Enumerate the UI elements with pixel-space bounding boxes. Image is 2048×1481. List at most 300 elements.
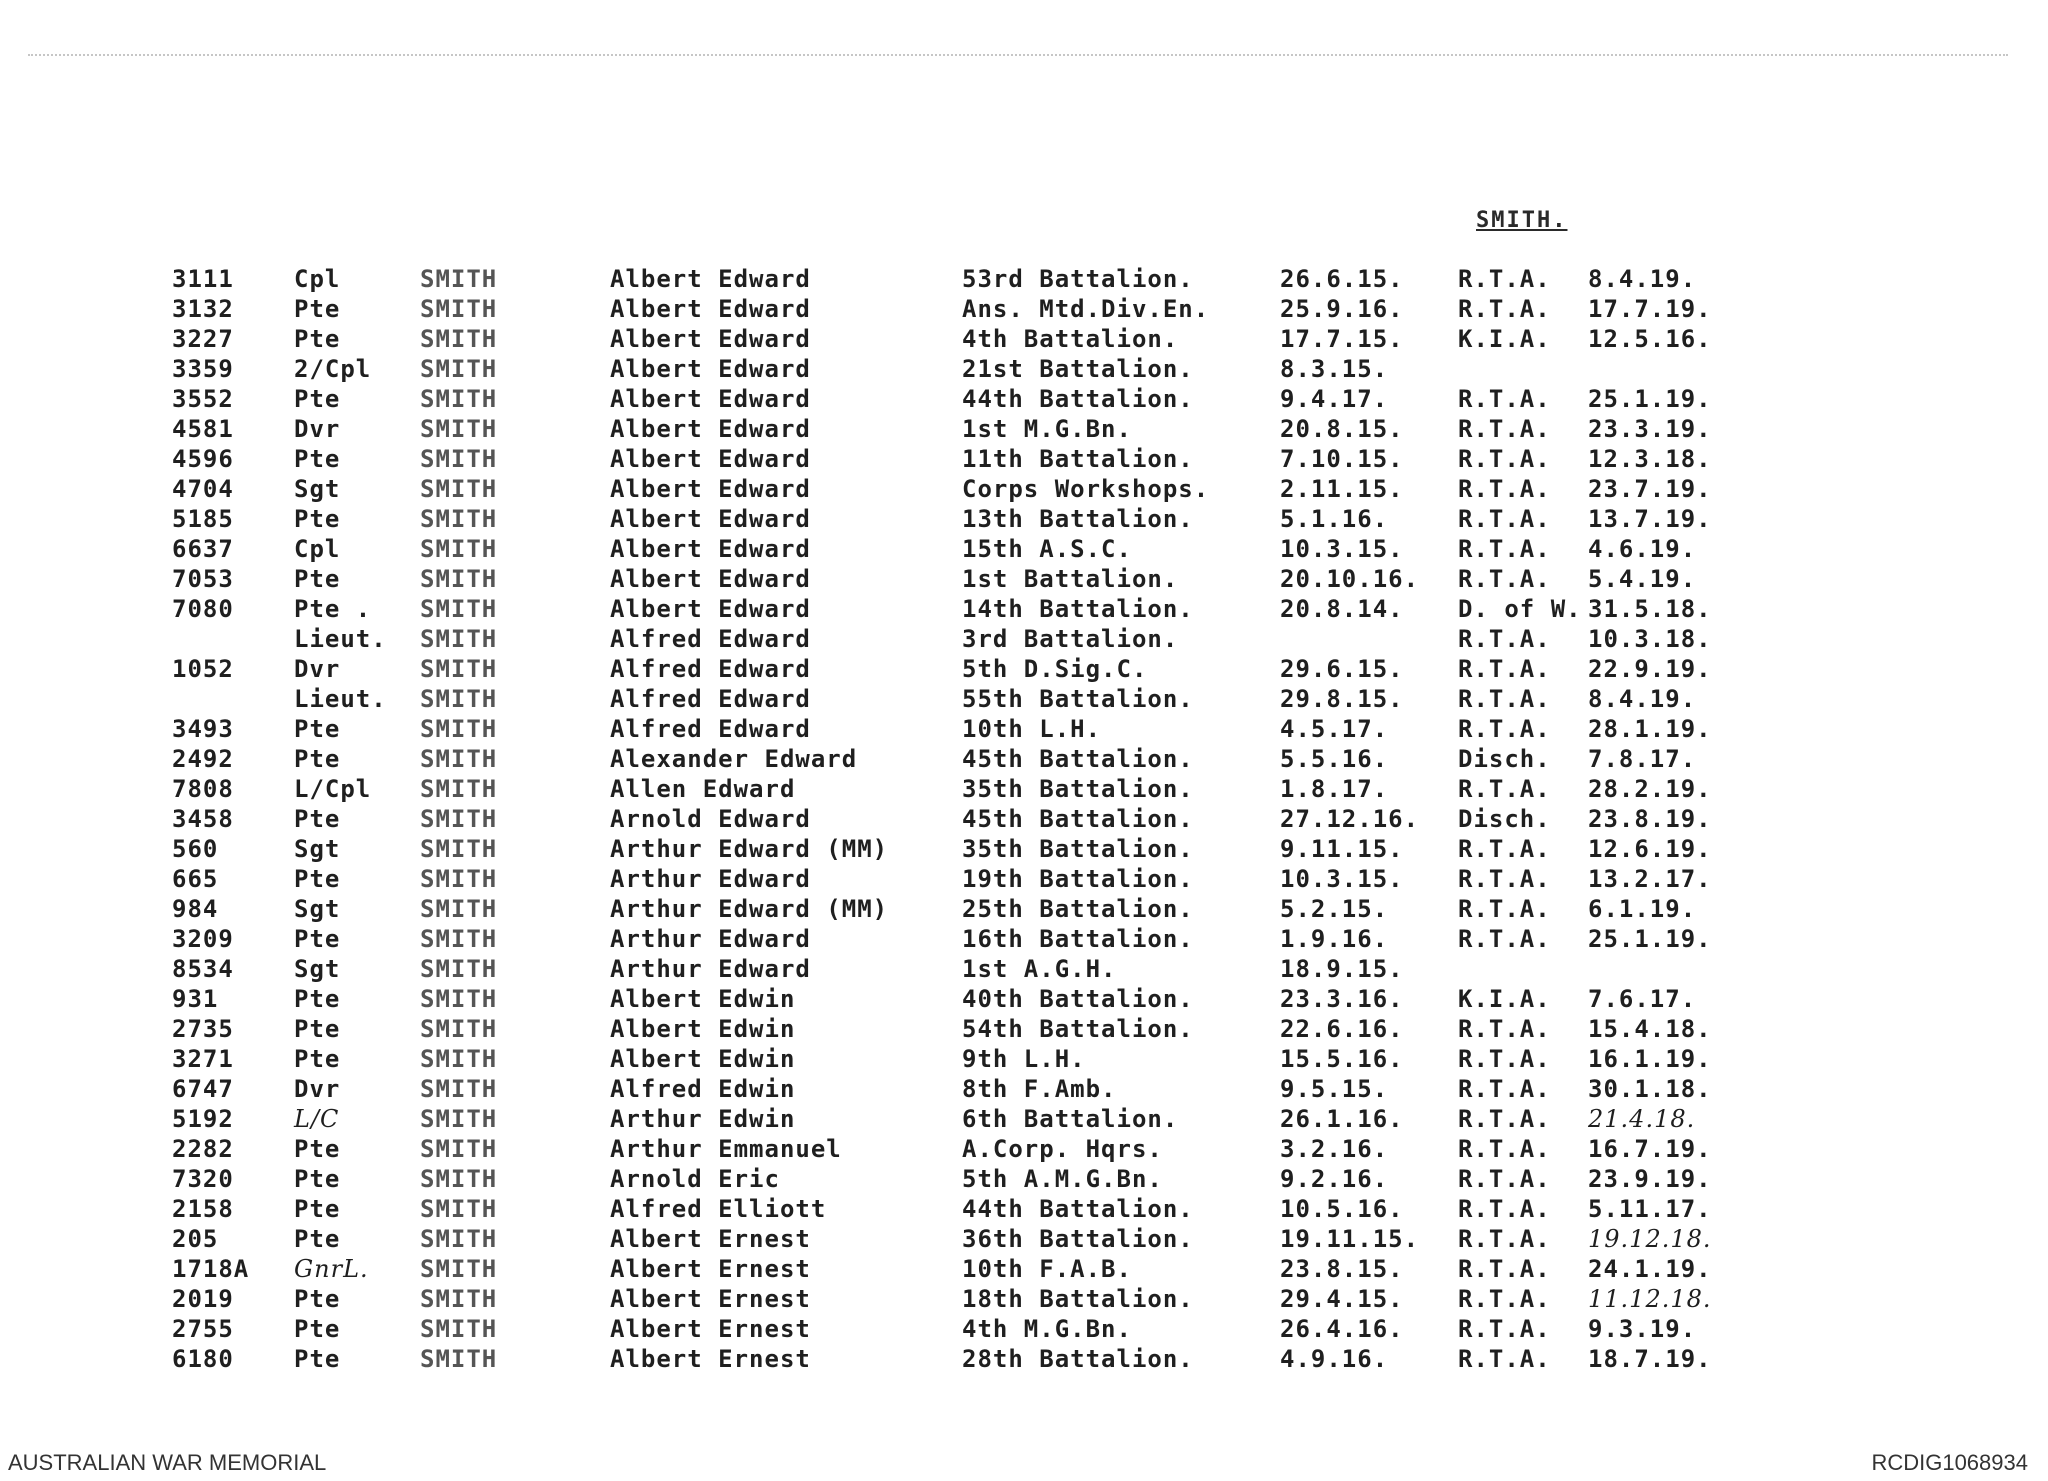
rank: Sgt — [294, 895, 341, 923]
rank: Sgt — [294, 475, 341, 503]
enlistment-date: 4.5.17. — [1280, 715, 1389, 743]
surname: SMITH — [420, 1255, 498, 1283]
fate-date: 30.1.18. — [1588, 1075, 1712, 1103]
enlistment-date: 9.4.17. — [1280, 385, 1389, 413]
unit: 8th F.Amb. — [962, 1075, 1117, 1103]
given-names: Alfred Edwin — [610, 1075, 796, 1103]
surname: SMITH — [420, 415, 498, 443]
fate-date: 13.7.19. — [1588, 505, 1712, 533]
enlistment-date: 20.8.14. — [1280, 595, 1404, 623]
given-names: Albert Edward — [610, 415, 811, 443]
service-number: 3227 — [172, 325, 234, 353]
rank: Pte — [294, 385, 341, 413]
unit: 53rd Battalion. — [962, 265, 1194, 293]
fate: R.T.A. — [1458, 1285, 1551, 1313]
surname: SMITH — [420, 745, 498, 773]
unit: 19th Battalion. — [962, 865, 1194, 893]
given-names: Arthur Edward (MM) — [610, 895, 889, 923]
given-names: Albert Ernest — [610, 1285, 811, 1313]
fate: R.T.A. — [1458, 775, 1551, 803]
given-names: Albert Ernest — [610, 1255, 811, 1283]
fate: R.T.A. — [1458, 895, 1551, 923]
given-names: Alfred Elliott — [610, 1195, 827, 1223]
surname: SMITH — [420, 385, 498, 413]
rank: Cpl — [294, 265, 341, 293]
fate-date: 25.1.19. — [1588, 385, 1712, 413]
unit: 15th A.S.C. — [962, 535, 1132, 563]
given-names: Albert Edwin — [610, 1015, 796, 1043]
rank: L/Cpl — [294, 775, 372, 803]
given-names: Albert Edward — [610, 295, 811, 323]
record-row — [168, 1134, 1788, 1164]
fate: D. of W. — [1458, 595, 1582, 623]
service-number: 6637 — [172, 535, 234, 563]
service-number: 2755 — [172, 1315, 234, 1343]
surname: SMITH — [420, 1165, 498, 1193]
unit: 16th Battalion. — [962, 925, 1194, 953]
surname: SMITH — [420, 1015, 498, 1043]
unit: 45th Battalion. — [962, 805, 1194, 833]
service-number: 1718A — [172, 1255, 250, 1283]
fate-date: 12.3.18. — [1588, 445, 1712, 473]
fate: R.T.A. — [1458, 1075, 1551, 1103]
service-number: 665 — [172, 865, 219, 893]
surname: SMITH — [420, 805, 498, 833]
service-number: 7808 — [172, 775, 234, 803]
service-number: 931 — [172, 985, 219, 1013]
fate: R.T.A. — [1458, 685, 1551, 713]
enlistment-date: 22.6.16. — [1280, 1015, 1404, 1043]
record-row — [168, 1164, 1788, 1194]
fate-date: 9.3.19. — [1588, 1315, 1697, 1343]
fate-date: 19.12.18. — [1588, 1225, 1712, 1253]
fate-date: 13.2.17. — [1588, 865, 1712, 893]
unit: 25th Battalion. — [962, 895, 1194, 923]
fate: R.T.A. — [1458, 1015, 1551, 1043]
service-number: 4581 — [172, 415, 234, 443]
record-row — [168, 954, 1788, 984]
given-names: Alfred Edward — [610, 625, 811, 653]
service-number: 2019 — [172, 1285, 234, 1313]
rank: Pte — [294, 985, 341, 1013]
fate-date: 23.7.19. — [1588, 475, 1712, 503]
rank: Pte — [294, 1165, 341, 1193]
enlistment-date: 3.2.16. — [1280, 1135, 1389, 1163]
given-names: Albert Edward — [610, 325, 811, 353]
surname: SMITH — [420, 715, 498, 743]
enlistment-date: 26.6.15. — [1280, 265, 1404, 293]
enlistment-date: 19.11.15. — [1280, 1225, 1420, 1253]
unit: 28th Battalion. — [962, 1345, 1194, 1373]
enlistment-date: 9.5.15. — [1280, 1075, 1389, 1103]
record-row — [168, 1284, 1788, 1314]
service-number: 205 — [172, 1225, 219, 1253]
service-number: 3359 — [172, 355, 234, 383]
given-names: Albert Edward — [610, 475, 811, 503]
surname: SMITH — [420, 265, 498, 293]
surname: SMITH — [420, 865, 498, 893]
rank: Pte — [294, 1225, 341, 1253]
rank: L/C — [294, 1105, 340, 1133]
rank: Pte — [294, 295, 341, 323]
given-names: Albert Edward — [610, 265, 811, 293]
fate-date: 7.8.17. — [1588, 745, 1697, 773]
service-number: 984 — [172, 895, 219, 923]
record-row — [168, 894, 1788, 924]
fate-date: 24.1.19. — [1588, 1255, 1712, 1283]
service-number: 3271 — [172, 1045, 234, 1073]
surname: SMITH — [420, 445, 498, 473]
unit: 44th Battalion. — [962, 1195, 1194, 1223]
record-row — [168, 654, 1788, 684]
fate: R.T.A. — [1458, 1045, 1551, 1073]
fate-date: 6.1.19. — [1588, 895, 1697, 923]
enlistment-date: 20.10.16. — [1280, 565, 1420, 593]
enlistment-date: 9.11.15. — [1280, 835, 1404, 863]
rank: Pte — [294, 745, 341, 773]
service-number: 7053 — [172, 565, 234, 593]
fate-date: 10.3.18. — [1588, 625, 1712, 653]
fate-date: 11.12.18. — [1588, 1285, 1712, 1313]
service-number: 2158 — [172, 1195, 234, 1223]
fate-date: 4.6.19. — [1588, 535, 1697, 563]
given-names: Albert Edward — [610, 505, 811, 533]
given-names: Albert Edward — [610, 385, 811, 413]
record-row — [168, 714, 1788, 744]
record-row — [168, 924, 1788, 954]
unit: 40th Battalion. — [962, 985, 1194, 1013]
fate-date: 16.7.19. — [1588, 1135, 1712, 1163]
surname: SMITH — [420, 1225, 498, 1253]
unit: 1st A.G.H. — [962, 955, 1117, 983]
surname: SMITH — [420, 685, 498, 713]
given-names: Arthur Edward — [610, 955, 811, 983]
fate: R.T.A. — [1458, 715, 1551, 743]
enlistment-date: 29.8.15. — [1280, 685, 1404, 713]
given-names: Albert Ernest — [610, 1225, 811, 1253]
enlistment-date: 10.3.15. — [1280, 865, 1404, 893]
given-names: Albert Edward — [610, 595, 811, 623]
record-row — [168, 504, 1788, 534]
record-row — [168, 444, 1788, 474]
service-number: 3209 — [172, 925, 234, 953]
enlistment-date: 10.3.15. — [1280, 535, 1404, 563]
record-row — [168, 1014, 1788, 1044]
footer-record-id: RCDIG1068934 — [1871, 1450, 2028, 1475]
fate: R.T.A. — [1458, 295, 1551, 323]
fate-date: 23.3.19. — [1588, 415, 1712, 443]
service-number: 560 — [172, 835, 219, 863]
unit: 9th L.H. — [962, 1045, 1086, 1073]
record-row — [168, 414, 1788, 444]
rank: Pte — [294, 1045, 341, 1073]
fate: R.T.A. — [1458, 655, 1551, 683]
service-number: 6747 — [172, 1075, 234, 1103]
service-number: 4596 — [172, 445, 234, 473]
service-number: 3111 — [172, 265, 234, 293]
fate-date: 7.6.17. — [1588, 985, 1697, 1013]
surname: SMITH — [420, 1105, 498, 1133]
given-names: Albert Edwin — [610, 1045, 796, 1073]
service-number: 5192 — [172, 1105, 234, 1133]
fate: R.T.A. — [1458, 475, 1551, 503]
given-names: Arnold Eric — [610, 1165, 780, 1193]
fate-date: 25.1.19. — [1588, 925, 1712, 953]
record-row — [168, 624, 1788, 654]
fate-date: 21.4.18. — [1588, 1105, 1696, 1133]
unit: 18th Battalion. — [962, 1285, 1194, 1313]
surname: SMITH — [420, 475, 498, 503]
unit: A.Corp. Hqrs. — [962, 1135, 1163, 1163]
record-row — [168, 354, 1788, 384]
enlistment-date: 27.12.16. — [1280, 805, 1420, 833]
service-number: 8534 — [172, 955, 234, 983]
rank: Pte — [294, 925, 341, 953]
unit: 11th Battalion. — [962, 445, 1194, 473]
unit: 5th D.Sig.C. — [962, 655, 1148, 683]
unit: 1st M.G.Bn. — [962, 415, 1132, 443]
record-row — [168, 534, 1788, 564]
enlistment-date: 17.7.15. — [1280, 325, 1404, 353]
fate: R.T.A. — [1458, 385, 1551, 413]
surname: SMITH — [420, 505, 498, 533]
fate: R.T.A. — [1458, 445, 1551, 473]
fate-date: 12.5.16. — [1588, 325, 1712, 353]
given-names: Albert Ernest — [610, 1315, 811, 1343]
unit: 45th Battalion. — [962, 745, 1194, 773]
fate-date: 5.4.19. — [1588, 565, 1697, 593]
surname: SMITH — [420, 595, 498, 623]
record-row — [168, 564, 1788, 594]
enlistment-date: 7.10.15. — [1280, 445, 1404, 473]
unit: Corps Workshops. — [962, 475, 1210, 503]
given-names: Albert Ernest — [610, 1345, 811, 1373]
rank: 2/Cpl — [294, 355, 372, 383]
unit: 36th Battalion. — [962, 1225, 1194, 1253]
fate-date: 23.9.19. — [1588, 1165, 1712, 1193]
fate: R.T.A. — [1458, 565, 1551, 593]
fate: R.T.A. — [1458, 505, 1551, 533]
rank: Pte — [294, 325, 341, 353]
record-row — [168, 744, 1788, 774]
given-names: Arthur Emmanuel — [610, 1135, 842, 1163]
record-row — [168, 324, 1788, 354]
surname: SMITH — [420, 535, 498, 563]
given-names: Albert Edward — [610, 445, 811, 473]
fate-date: 12.6.19. — [1588, 835, 1712, 863]
rank: Pte — [294, 505, 341, 533]
rank: Pte — [294, 1285, 341, 1313]
fate-date: 5.11.17. — [1588, 1195, 1712, 1223]
record-row — [168, 1254, 1788, 1284]
unit: 1st Battalion. — [962, 565, 1179, 593]
surname: SMITH — [420, 565, 498, 593]
unit: 35th Battalion. — [962, 775, 1194, 803]
footer-institution: AUSTRALIAN WAR MEMORIAL — [8, 1450, 327, 1475]
service-number: 3493 — [172, 715, 234, 743]
unit: 44th Battalion. — [962, 385, 1194, 413]
given-names: Albert Edward — [610, 535, 811, 563]
unit: Ans. Mtd.Div.En. — [962, 295, 1210, 323]
fate-date: 15.4.18. — [1588, 1015, 1712, 1043]
enlistment-date: 23.8.15. — [1280, 1255, 1404, 1283]
given-names: Arthur Edward — [610, 865, 811, 893]
unit: 21st Battalion. — [962, 355, 1194, 383]
fate: R.T.A. — [1458, 865, 1551, 893]
given-names: Arthur Edward (MM) — [610, 835, 889, 863]
unit: 54th Battalion. — [962, 1015, 1194, 1043]
service-number: 6180 — [172, 1345, 234, 1373]
record-row — [168, 864, 1788, 894]
rank: Pte — [294, 1135, 341, 1163]
unit: 10th F.A.B. — [962, 1255, 1132, 1283]
rank: Lieut. — [294, 685, 387, 713]
enlistment-date: 18.9.15. — [1280, 955, 1404, 983]
rank: Sgt — [294, 955, 341, 983]
rank: Pte — [294, 565, 341, 593]
enlistment-date: 1.9.16. — [1280, 925, 1389, 953]
enlistment-date: 2.11.15. — [1280, 475, 1404, 503]
given-names: Arnold Edward — [610, 805, 811, 833]
fate-date: 8.4.19. — [1588, 685, 1697, 713]
surname-heading: SMITH. — [1476, 208, 1568, 233]
surname: SMITH — [420, 955, 498, 983]
record-row — [168, 1314, 1788, 1344]
surname: SMITH — [420, 1345, 498, 1373]
surname: SMITH — [420, 655, 498, 683]
enlistment-date: 10.5.16. — [1280, 1195, 1404, 1223]
service-number: 3132 — [172, 295, 234, 323]
fate-date: 22.9.19. — [1588, 655, 1712, 683]
enlistment-date: 25.9.16. — [1280, 295, 1404, 323]
surname: SMITH — [420, 1285, 498, 1313]
rank: Sgt — [294, 835, 341, 863]
rank: Pte — [294, 715, 341, 743]
given-names: Albert Edward — [610, 355, 811, 383]
fate-date: 23.8.19. — [1588, 805, 1712, 833]
given-names: Alexander Edward — [610, 745, 858, 773]
fate: R.T.A. — [1458, 1135, 1551, 1163]
rank: Pte — [294, 805, 341, 833]
fate: R.T.A. — [1458, 625, 1551, 653]
enlistment-date: 1.8.17. — [1280, 775, 1389, 803]
unit: 4th Battalion. — [962, 325, 1179, 353]
records-list — [168, 264, 1788, 1374]
record-row — [168, 474, 1788, 504]
service-number: 2492 — [172, 745, 234, 773]
unit: 3rd Battalion. — [962, 625, 1179, 653]
enlistment-date: 8.3.15. — [1280, 355, 1389, 383]
service-number: 2282 — [172, 1135, 234, 1163]
rank: GnrL. — [294, 1255, 369, 1283]
unit: 55th Battalion. — [962, 685, 1194, 713]
enlistment-date: 26.4.16. — [1280, 1315, 1404, 1343]
record-row — [168, 1344, 1788, 1374]
rank: Pte — [294, 1195, 341, 1223]
fate: K.I.A. — [1458, 325, 1551, 353]
fate: R.T.A. — [1458, 1315, 1551, 1343]
given-names: Arthur Edward — [610, 925, 811, 953]
rank: Lieut. — [294, 625, 387, 653]
record-row — [168, 1194, 1788, 1224]
record-row — [168, 774, 1788, 804]
rank: Pte . — [294, 595, 372, 623]
surname: SMITH — [420, 295, 498, 323]
enlistment-date: 23.3.16. — [1280, 985, 1404, 1013]
rank: Dvr — [294, 1075, 341, 1103]
enlistment-date: 20.8.15. — [1280, 415, 1404, 443]
surname: SMITH — [420, 1315, 498, 1343]
enlistment-date: 15.5.16. — [1280, 1045, 1404, 1073]
service-number: 7080 — [172, 595, 234, 623]
record-row — [168, 294, 1788, 324]
fate-date: 31.5.18. — [1588, 595, 1712, 623]
unit: 4th M.G.Bn. — [962, 1315, 1132, 1343]
given-names: Albert Edwin — [610, 985, 796, 1013]
record-row — [168, 1044, 1788, 1074]
fate: R.T.A. — [1458, 1105, 1551, 1133]
surname: SMITH — [420, 1045, 498, 1073]
record-row — [168, 264, 1788, 294]
unit: 13th Battalion. — [962, 505, 1194, 533]
fate: R.T.A. — [1458, 925, 1551, 953]
enlistment-date: 26.1.16. — [1280, 1105, 1404, 1133]
fate: R.T.A. — [1458, 415, 1551, 443]
record-row — [168, 1224, 1788, 1254]
fate: R.T.A. — [1458, 1195, 1551, 1223]
given-names: Alfred Edward — [610, 685, 811, 713]
fate-date: 8.4.19. — [1588, 265, 1697, 293]
service-number: 4704 — [172, 475, 234, 503]
surname: SMITH — [420, 835, 498, 863]
rank: Pte — [294, 1345, 341, 1373]
given-names: Allen Edward — [610, 775, 796, 803]
unit: 5th A.M.G.Bn. — [962, 1165, 1163, 1193]
surname: SMITH — [420, 1195, 498, 1223]
record-row — [168, 834, 1788, 864]
given-names: Alfred Edward — [610, 715, 811, 743]
record-row — [168, 1074, 1788, 1104]
fate-date: 16.1.19. — [1588, 1045, 1712, 1073]
fate: Disch. — [1458, 805, 1551, 833]
fate-date: 28.1.19. — [1588, 715, 1712, 743]
rank: Pte — [294, 865, 341, 893]
enlistment-date: 5.1.16. — [1280, 505, 1389, 533]
surname: SMITH — [420, 985, 498, 1013]
fate-date: 17.7.19. — [1588, 295, 1712, 323]
fate-date: 28.2.19. — [1588, 775, 1712, 803]
record-row — [168, 684, 1788, 714]
rank: Pte — [294, 1015, 341, 1043]
top-dotted-rule — [28, 54, 2008, 56]
unit: 14th Battalion. — [962, 595, 1194, 623]
surname: SMITH — [420, 625, 498, 653]
given-names: Alfred Edward — [610, 655, 811, 683]
enlistment-date: 4.9.16. — [1280, 1345, 1389, 1373]
service-number: 3458 — [172, 805, 234, 833]
rank: Pte — [294, 445, 341, 473]
surname: SMITH — [420, 775, 498, 803]
rank: Cpl — [294, 535, 341, 563]
record-row — [168, 594, 1788, 624]
surname: SMITH — [420, 1075, 498, 1103]
service-number: 5185 — [172, 505, 234, 533]
rank: Pte — [294, 1315, 341, 1343]
enlistment-date: 9.2.16. — [1280, 1165, 1389, 1193]
record-row — [168, 804, 1788, 834]
fate: R.T.A. — [1458, 535, 1551, 563]
given-names: Arthur Edwin — [610, 1105, 796, 1133]
